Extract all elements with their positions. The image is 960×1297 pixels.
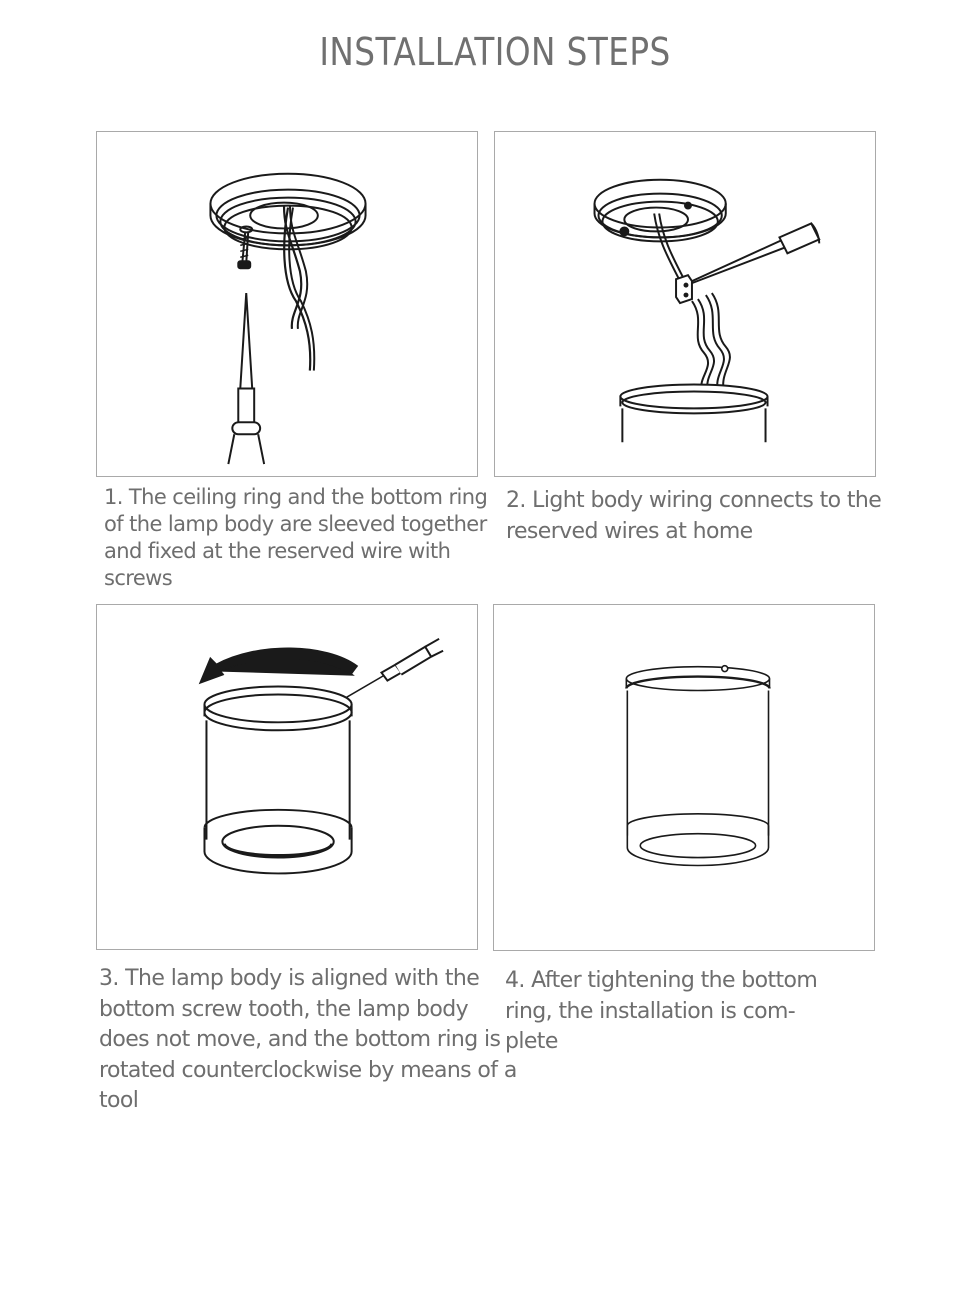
wiring-connection-illustration-icon [495,132,875,476]
step-3-panel [96,604,478,950]
step-3-caption [99,964,517,1117]
caption-line: tool [99,1088,139,1113]
caption-line: does not move, and the bottom ring is [99,1027,501,1052]
caption-line: 2. Light body wiring connects to the [506,488,882,513]
caption-line: and fixed at the reserved wire with [104,539,451,563]
caption-line: 3. The lamp body is aligned with the [99,966,480,991]
step-1-panel [96,131,478,477]
caption-line: 4. After tightening the bottom [505,968,818,993]
ceiling-ring-illustration-icon [97,132,477,476]
step-4-panel [493,604,875,951]
step-2-caption [506,486,881,547]
caption-line: bottom screw tooth, the lamp body [99,996,468,1022]
caption-line: of the lamp body are sleeved together [104,512,487,536]
page-title: INSTALLATION STEPS [319,30,671,74]
step-1-caption [104,484,487,592]
step-2-panel [494,131,876,477]
rotate-lamp-illustration-icon [97,605,477,949]
step-4-caption [505,966,817,1058]
caption-line: 1. The ceiling ring and the bottom ring [104,485,488,509]
caption-line: reserved wires at home [506,518,753,544]
caption-line: screws [104,566,173,590]
installed-lamp-illustration-icon [494,605,874,950]
caption-line: plete [505,1029,558,1054]
caption-line: ring, the installation is com- [505,998,796,1024]
caption-line: rotated counterclockwise by means of a [99,1057,517,1083]
